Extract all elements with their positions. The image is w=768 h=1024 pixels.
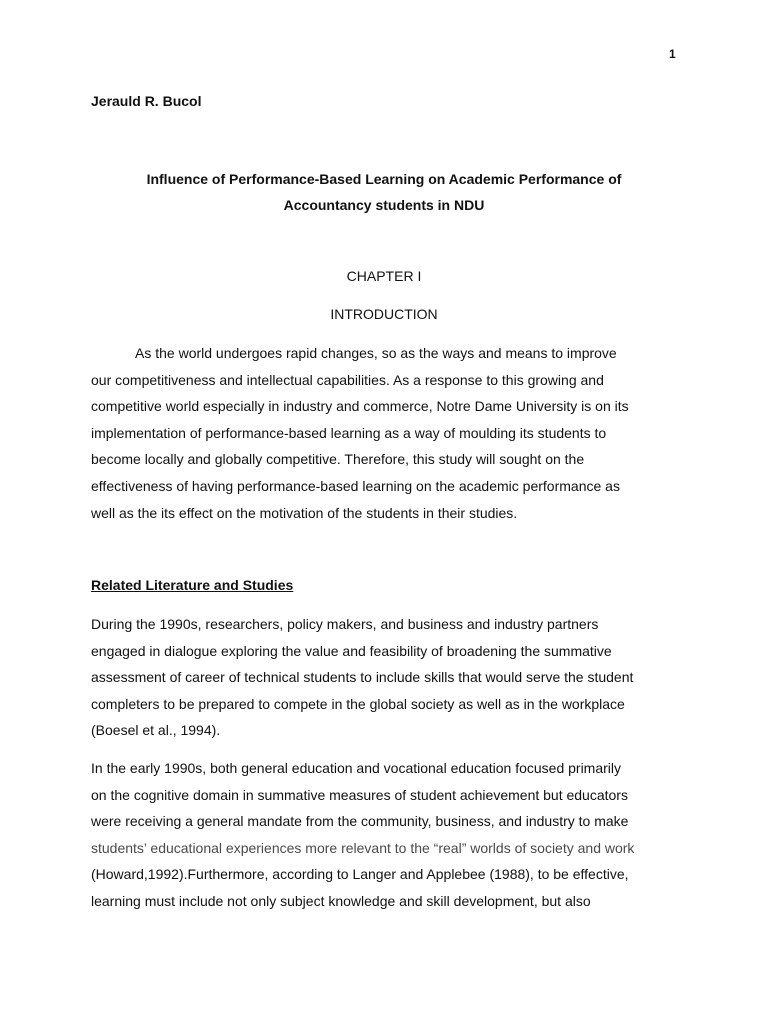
introduction-paragraph bbox=[91, 340, 691, 526]
paragraph-line: implementation of performance-based learning as a way of moulding its students to bbox=[91, 424, 607, 441]
paragraph-line: well as the its effect on the motivation of the students in their studies. bbox=[91, 504, 518, 521]
paragraph-line: As the world undergoes rapid changes, so as the ways and means to improve bbox=[135, 345, 617, 361]
paragraph-line: students’ educational experiences more relevant to the “real” worlds of society and work bbox=[91, 839, 635, 856]
paragraph-line: During the 1990s, researchers, policy makers, and business and industry partners bbox=[91, 616, 599, 632]
paper-title bbox=[91, 166, 677, 218]
paragraph-line: on the cognitive domain in summative measures of student achievement but educators bbox=[91, 786, 628, 803]
author-name: Jerauld R. Bucol bbox=[91, 93, 202, 109]
literature-paragraph-2 bbox=[91, 755, 691, 915]
paragraph-line: were receiving a general mandate from the community, business, and industry to make bbox=[91, 813, 629, 830]
paragraph-line: effectiveness of having performance-based learning on the academic performance as bbox=[91, 477, 620, 494]
paper-title-line-1: Influence of Performance-Based Learning on Academic Performance of bbox=[146, 171, 622, 187]
paragraph-line: (Howard,1992).Furthermore, according to Langer and Applebee (1988), to be effective, bbox=[91, 866, 629, 883]
paragraph-line: learning must include not only subject knowledge and skill development, but also bbox=[91, 892, 591, 909]
paper-title-line-2: Accountancy students in NDU bbox=[283, 197, 485, 213]
paragraph-line: completers to be prepared to compete in the global society as well as in the workplace bbox=[91, 695, 625, 712]
chapter-heading: CHAPTER I bbox=[346, 268, 422, 284]
paragraph-line: our competitiveness and intellectual capabilities. As a response to this growing and bbox=[91, 371, 604, 388]
paragraph-line: become locally and globally competitive. Therefore, this study will sought on the bbox=[91, 451, 585, 468]
related-literature-heading: Related Literature and Studies bbox=[91, 577, 294, 593]
paragraph-line: engaged in dialogue exploring the value and feasibility of broadening the summative bbox=[91, 642, 612, 659]
paragraph-line: (Boesel et al., 1994). bbox=[91, 722, 221, 739]
page-number: 1 bbox=[669, 47, 676, 61]
paragraph-line: assessment of career of technical students to include skills that would serve the student bbox=[91, 669, 634, 686]
paragraph-line: competitive world especially in industry and commerce, Notre Dame University is on its bbox=[91, 398, 629, 415]
introduction-heading: INTRODUCTION bbox=[330, 306, 438, 322]
literature-paragraph-1 bbox=[91, 611, 691, 744]
paragraph-line: In the early 1990s, both general education and vocational education focused primarily bbox=[91, 760, 622, 776]
